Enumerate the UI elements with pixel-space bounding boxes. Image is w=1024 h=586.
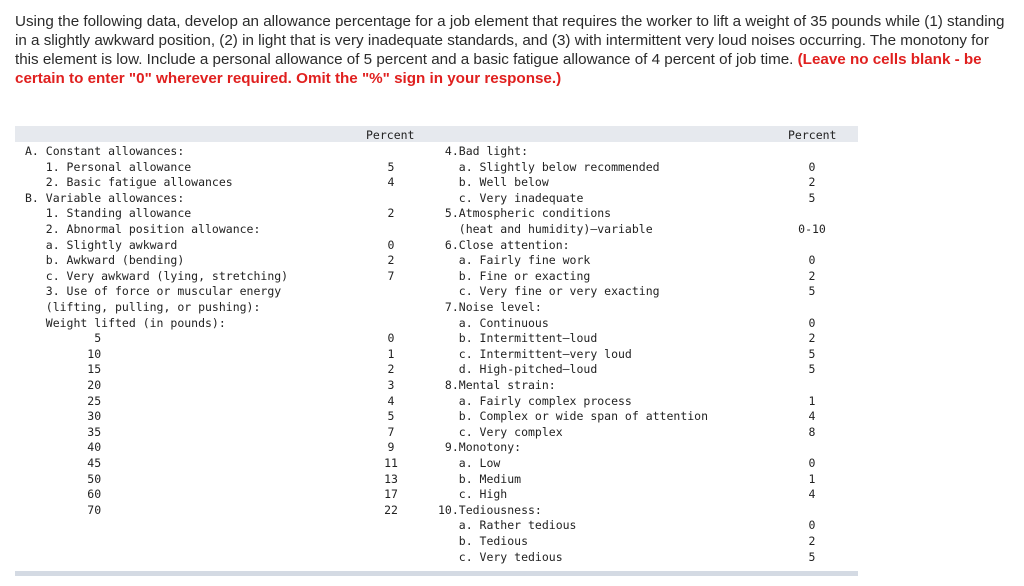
- right-row-value: 5: [808, 362, 816, 377]
- right-row-value: 0: [808, 518, 816, 533]
- right-row-label: 10.Tediousness:: [438, 502, 542, 517]
- right-row-value: 0-10: [798, 222, 826, 236]
- left-row-label: a. Slightly awkward: [25, 237, 178, 252]
- left-row-value: 2: [387, 206, 395, 221]
- table-bottom-band: [15, 571, 858, 576]
- right-row-label: b. Intermittent—loud: [438, 331, 598, 346]
- left-row-value: 4: [387, 175, 395, 190]
- right-row-value: 0: [808, 253, 816, 268]
- left-row-value: 0: [387, 331, 395, 346]
- right-row-value: [787, 440, 837, 456]
- right-row-value: 8: [808, 424, 816, 439]
- left-row-value: 9: [387, 440, 395, 455]
- right-row-value: 1: [808, 393, 816, 408]
- right-row-value: 0: [808, 456, 816, 470]
- right-row-value: [787, 300, 837, 316]
- allowance-table: [15, 126, 858, 576]
- right-row-value: 5: [808, 190, 816, 205]
- left-row-label: c. Very awkward (lying, stretching): [25, 268, 289, 283]
- right-row-value: [787, 144, 837, 160]
- question-text: [15, 12, 1010, 88]
- left-row-label: 30: [25, 409, 102, 424]
- left-row-value: 22: [384, 502, 398, 517]
- left-row-label: 70: [25, 502, 102, 517]
- left-row-label: 3. Use of force or muscular energy: [25, 284, 282, 299]
- right-row-label: a. Fairly complex process: [438, 393, 632, 408]
- left-row-value: [371, 144, 411, 160]
- right-percent-header: Percent: [788, 128, 837, 142]
- left-row-label: A. Constant allowances:: [25, 144, 185, 158]
- left-row-label: 20: [25, 378, 102, 392]
- left-row-value: 5: [387, 409, 395, 424]
- left-row-value: 2: [387, 362, 395, 377]
- right-row-value: 0: [808, 159, 816, 174]
- left-row-label: (lifting, pulling, or pushing):: [25, 300, 261, 314]
- left-row-value: 7: [387, 268, 395, 283]
- question-instruction: (Leave no cells blank - be certain to enter "0" wherever required. Omit the "%" sign in your response.): [15, 51, 982, 87]
- left-row-value: 1: [387, 346, 395, 361]
- right-row-label: b. Well below: [438, 175, 549, 190]
- right-row-value: [787, 206, 837, 222]
- table-header-band: [15, 126, 858, 142]
- left-percent-header: Percent: [366, 128, 415, 142]
- right-row-value: 2: [808, 175, 816, 190]
- right-row-label: c. Intermittent—very loud: [438, 346, 632, 361]
- right-row-label: c. Very tedious: [438, 549, 563, 564]
- right-row-label: b. Fine or exacting: [438, 268, 591, 283]
- right-row-label: 9.Monotony:: [438, 440, 522, 455]
- left-row-label: 45: [25, 456, 102, 470]
- right-row-value: 1: [808, 471, 816, 486]
- left-row-value: 17: [384, 487, 398, 502]
- right-row-label: c. Very fine or very exacting: [438, 284, 660, 299]
- right-row-label: 7.Noise level:: [438, 300, 542, 314]
- right-row-value: [787, 503, 837, 519]
- right-row-value: [787, 378, 837, 394]
- left-row-label: 10: [25, 346, 102, 361]
- left-row-label: B. Variable allowances:: [25, 190, 185, 205]
- right-row-value: 5: [808, 284, 816, 299]
- left-row-label: 15: [25, 362, 102, 377]
- left-row-value: 2: [387, 253, 395, 268]
- left-row-value: 4: [387, 393, 395, 408]
- left-row-label: 2. Basic fatigue allowances: [25, 175, 233, 190]
- left-row-value: 0: [387, 237, 395, 252]
- left-row-value: 13: [384, 471, 398, 486]
- right-row-value: 2: [808, 534, 816, 548]
- right-row-value: 5: [808, 549, 816, 564]
- left-row-label: 1. Standing allowance: [25, 206, 192, 221]
- left-row-label: 40: [25, 440, 102, 455]
- right-row-value: 2: [808, 331, 816, 346]
- left-row-value: 7: [387, 424, 395, 439]
- right-row-label: a. Slightly below recommended: [438, 159, 660, 174]
- right-row-label: b. Tedious: [438, 534, 529, 548]
- right-row-label: a. Rather tedious: [438, 518, 577, 533]
- left-row-label: 35: [25, 424, 102, 439]
- right-row-label: c. Very inadequate: [438, 190, 584, 205]
- left-row-label: 2. Abnormal position allowance:: [25, 222, 261, 236]
- right-row-value: [787, 238, 837, 254]
- right-row-value: 4: [808, 487, 816, 502]
- left-row-value: [371, 222, 411, 238]
- right-row-label: 6.Close attention:: [438, 237, 570, 252]
- right-row-label: b. Medium: [438, 471, 522, 486]
- left-row-label: 60: [25, 487, 102, 502]
- right-row-label: d. High-pitched—loud: [438, 362, 598, 377]
- right-row-value: 0: [808, 315, 816, 330]
- right-row-label: c. Very complex: [438, 424, 563, 439]
- right-row-value: 4: [808, 409, 816, 424]
- left-row-value: [371, 300, 411, 316]
- left-row-label: b. Awkward (bending): [25, 253, 185, 268]
- right-row-label: a. Low: [438, 456, 501, 470]
- left-row-label: 50: [25, 471, 102, 486]
- left-row-label: Weight lifted (in pounds):: [25, 315, 226, 330]
- right-row-value: 2: [808, 268, 816, 283]
- right-row-label: a. Fairly fine work: [438, 253, 591, 268]
- left-row-value: [371, 316, 411, 332]
- left-row-value: 11: [384, 456, 398, 470]
- left-row-label: 25: [25, 393, 102, 408]
- right-row-label: a. Continuous: [438, 315, 549, 330]
- left-row-value: [371, 191, 411, 207]
- right-row-label: c. High: [438, 487, 508, 502]
- right-row-label: 4.Bad light:: [438, 144, 529, 158]
- right-row-label: b. Complex or wide span of attention: [438, 409, 709, 424]
- left-row-label: 5: [25, 331, 102, 346]
- right-row-label: 5.Atmospheric conditions: [438, 206, 612, 221]
- left-row-label: 1. Personal allowance: [25, 159, 192, 174]
- question-body: Using the following data, develop an allowance percentage for a job element that requires the worker to lift a weight of 35 pounds while (1) standing in a slightly awkward position, (2) in light that is very inadequate standards, and (3) with intermittent very loud noises occurring. The monotony for this element is low. Include a personal allowance of 5 percent and a basic fatigue allowance of 4 percent of job time.: [15, 13, 1005, 68]
- left-row-value: 5: [387, 159, 395, 174]
- right-row-label: 8.Mental strain:: [438, 378, 556, 392]
- right-row-label: (heat and humidity)—variable: [438, 222, 653, 236]
- left-row-value: [371, 284, 411, 300]
- left-row-value: 3: [387, 378, 395, 392]
- right-row-value: 5: [808, 346, 816, 361]
